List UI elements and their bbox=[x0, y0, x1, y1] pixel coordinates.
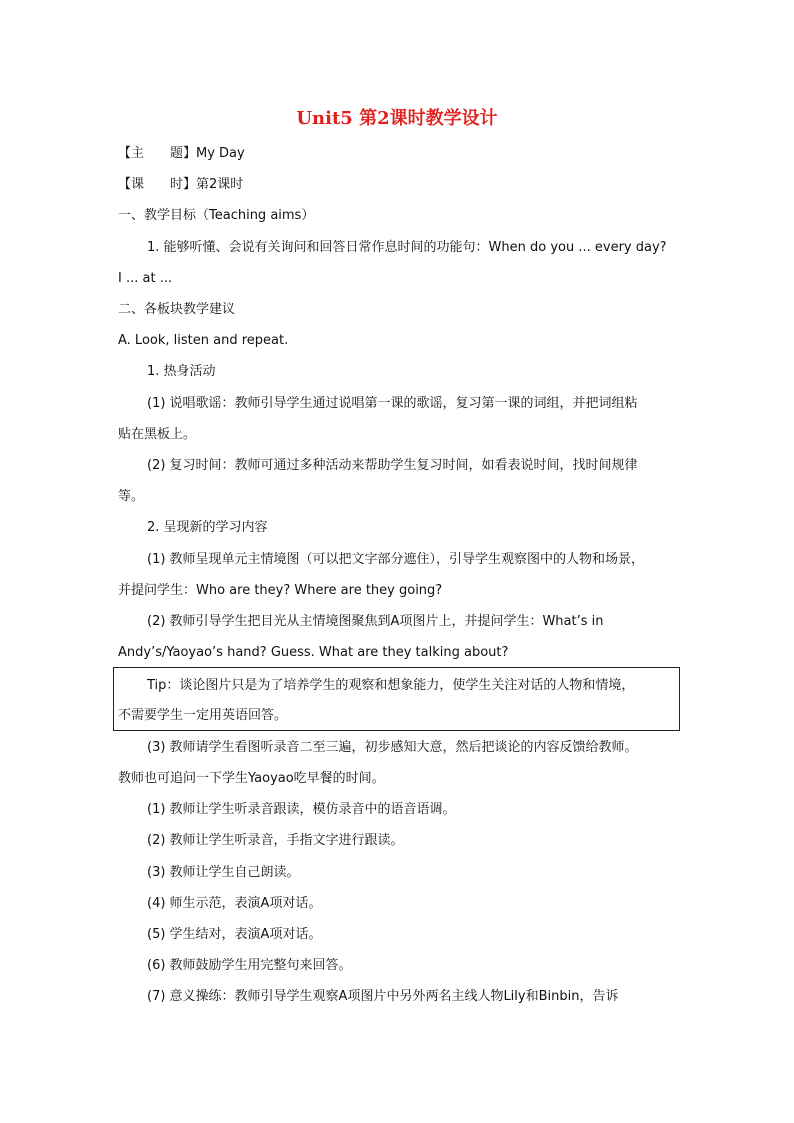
section-heading-aims: 一、教学目标（Teaching aims） bbox=[118, 208, 315, 223]
step-1-item-1-cont: 贴在黑板上。 bbox=[118, 427, 197, 442]
tip-line-1: Tip：谈论图片只是为了培养学生的观察和想象能力，使学生关注对话的人物和情境， bbox=[147, 678, 635, 693]
practice-item-6: (6) 教师鼓励学生用完整句来回答。 bbox=[147, 958, 352, 973]
step-1-item-2: (2) 复习时间：教师可通过多种活动来帮助学生复习时间，如看表说时间，找时间规律 bbox=[147, 458, 638, 473]
practice-item-5: (5) 学生结对，表演A项对话。 bbox=[147, 927, 322, 942]
meta-period: 【课 时】第2课时 bbox=[118, 177, 244, 192]
step-1-item-2-cont: 等。 bbox=[118, 489, 145, 504]
step-2-item-1-cont: 并提问学生：Who are they? Where are they going? bbox=[118, 583, 443, 598]
step-2-item-1: (1) 教师呈现单元主情境图（可以把文字部分遮住），引导学生观察图中的人物和场景， bbox=[147, 552, 645, 567]
aims-item-1-cont: I ... at ... bbox=[118, 271, 173, 286]
step-1-item-1: (1) 说唱歌谣：教师引导学生通过说唱第一课的歌谣，复习第一课的词组，并把词组粘 bbox=[147, 396, 638, 411]
step-1-heading: 1. 热身活动 bbox=[147, 364, 216, 379]
step-2-item-3: (3) 教师请学生看图听录音二至三遍，初步感知大意，然后把谈论的内容反馈给教师。 bbox=[147, 740, 638, 755]
practice-item-7: (7) 意义操练：教师引导学生观察A项图片中另外两名主线人物Lily和Binbin，告诉 bbox=[147, 989, 619, 1004]
meta-topic: 【主 题】My Day bbox=[118, 146, 245, 161]
section-heading-suggestions: 二、各板块教学建议 bbox=[118, 302, 236, 317]
step-2-item-2: (2) 教师引导学生把目光从主情境图聚焦到A项图片上，并提问学生：What’s in bbox=[147, 614, 604, 629]
aims-item-1: 1. 能够听懂、会说有关询问和回答日常作息时间的功能句：When do you ... every day? bbox=[147, 240, 667, 255]
part-a-heading: A. Look, listen and repeat. bbox=[118, 333, 289, 348]
tip-line-2: 不需要学生一定用英语回答。 bbox=[118, 708, 288, 723]
step-2-heading: 2. 呈现新的学习内容 bbox=[147, 520, 268, 535]
tip-box bbox=[113, 667, 680, 731]
practice-item-1: (1) 教师让学生听录音跟读，模仿录音中的语音语调。 bbox=[147, 802, 456, 817]
practice-item-2: (2) 教师让学生听录音，手指文字进行跟读。 bbox=[147, 833, 404, 848]
practice-item-3: (3) 教师让学生自己朗读。 bbox=[147, 865, 300, 880]
step-2-item-2-cont: Andy’s/Yaoyao’s hand? Guess. What are they talking about? bbox=[118, 645, 509, 660]
step-2-item-3-cont: 教师也可追问一下学生Yaoyao吃早餐的时间。 bbox=[118, 771, 385, 786]
practice-item-4: (4) 师生示范，表演A项对话。 bbox=[147, 896, 322, 911]
document-title: Unit5 第2课时教学设计 bbox=[296, 108, 498, 129]
